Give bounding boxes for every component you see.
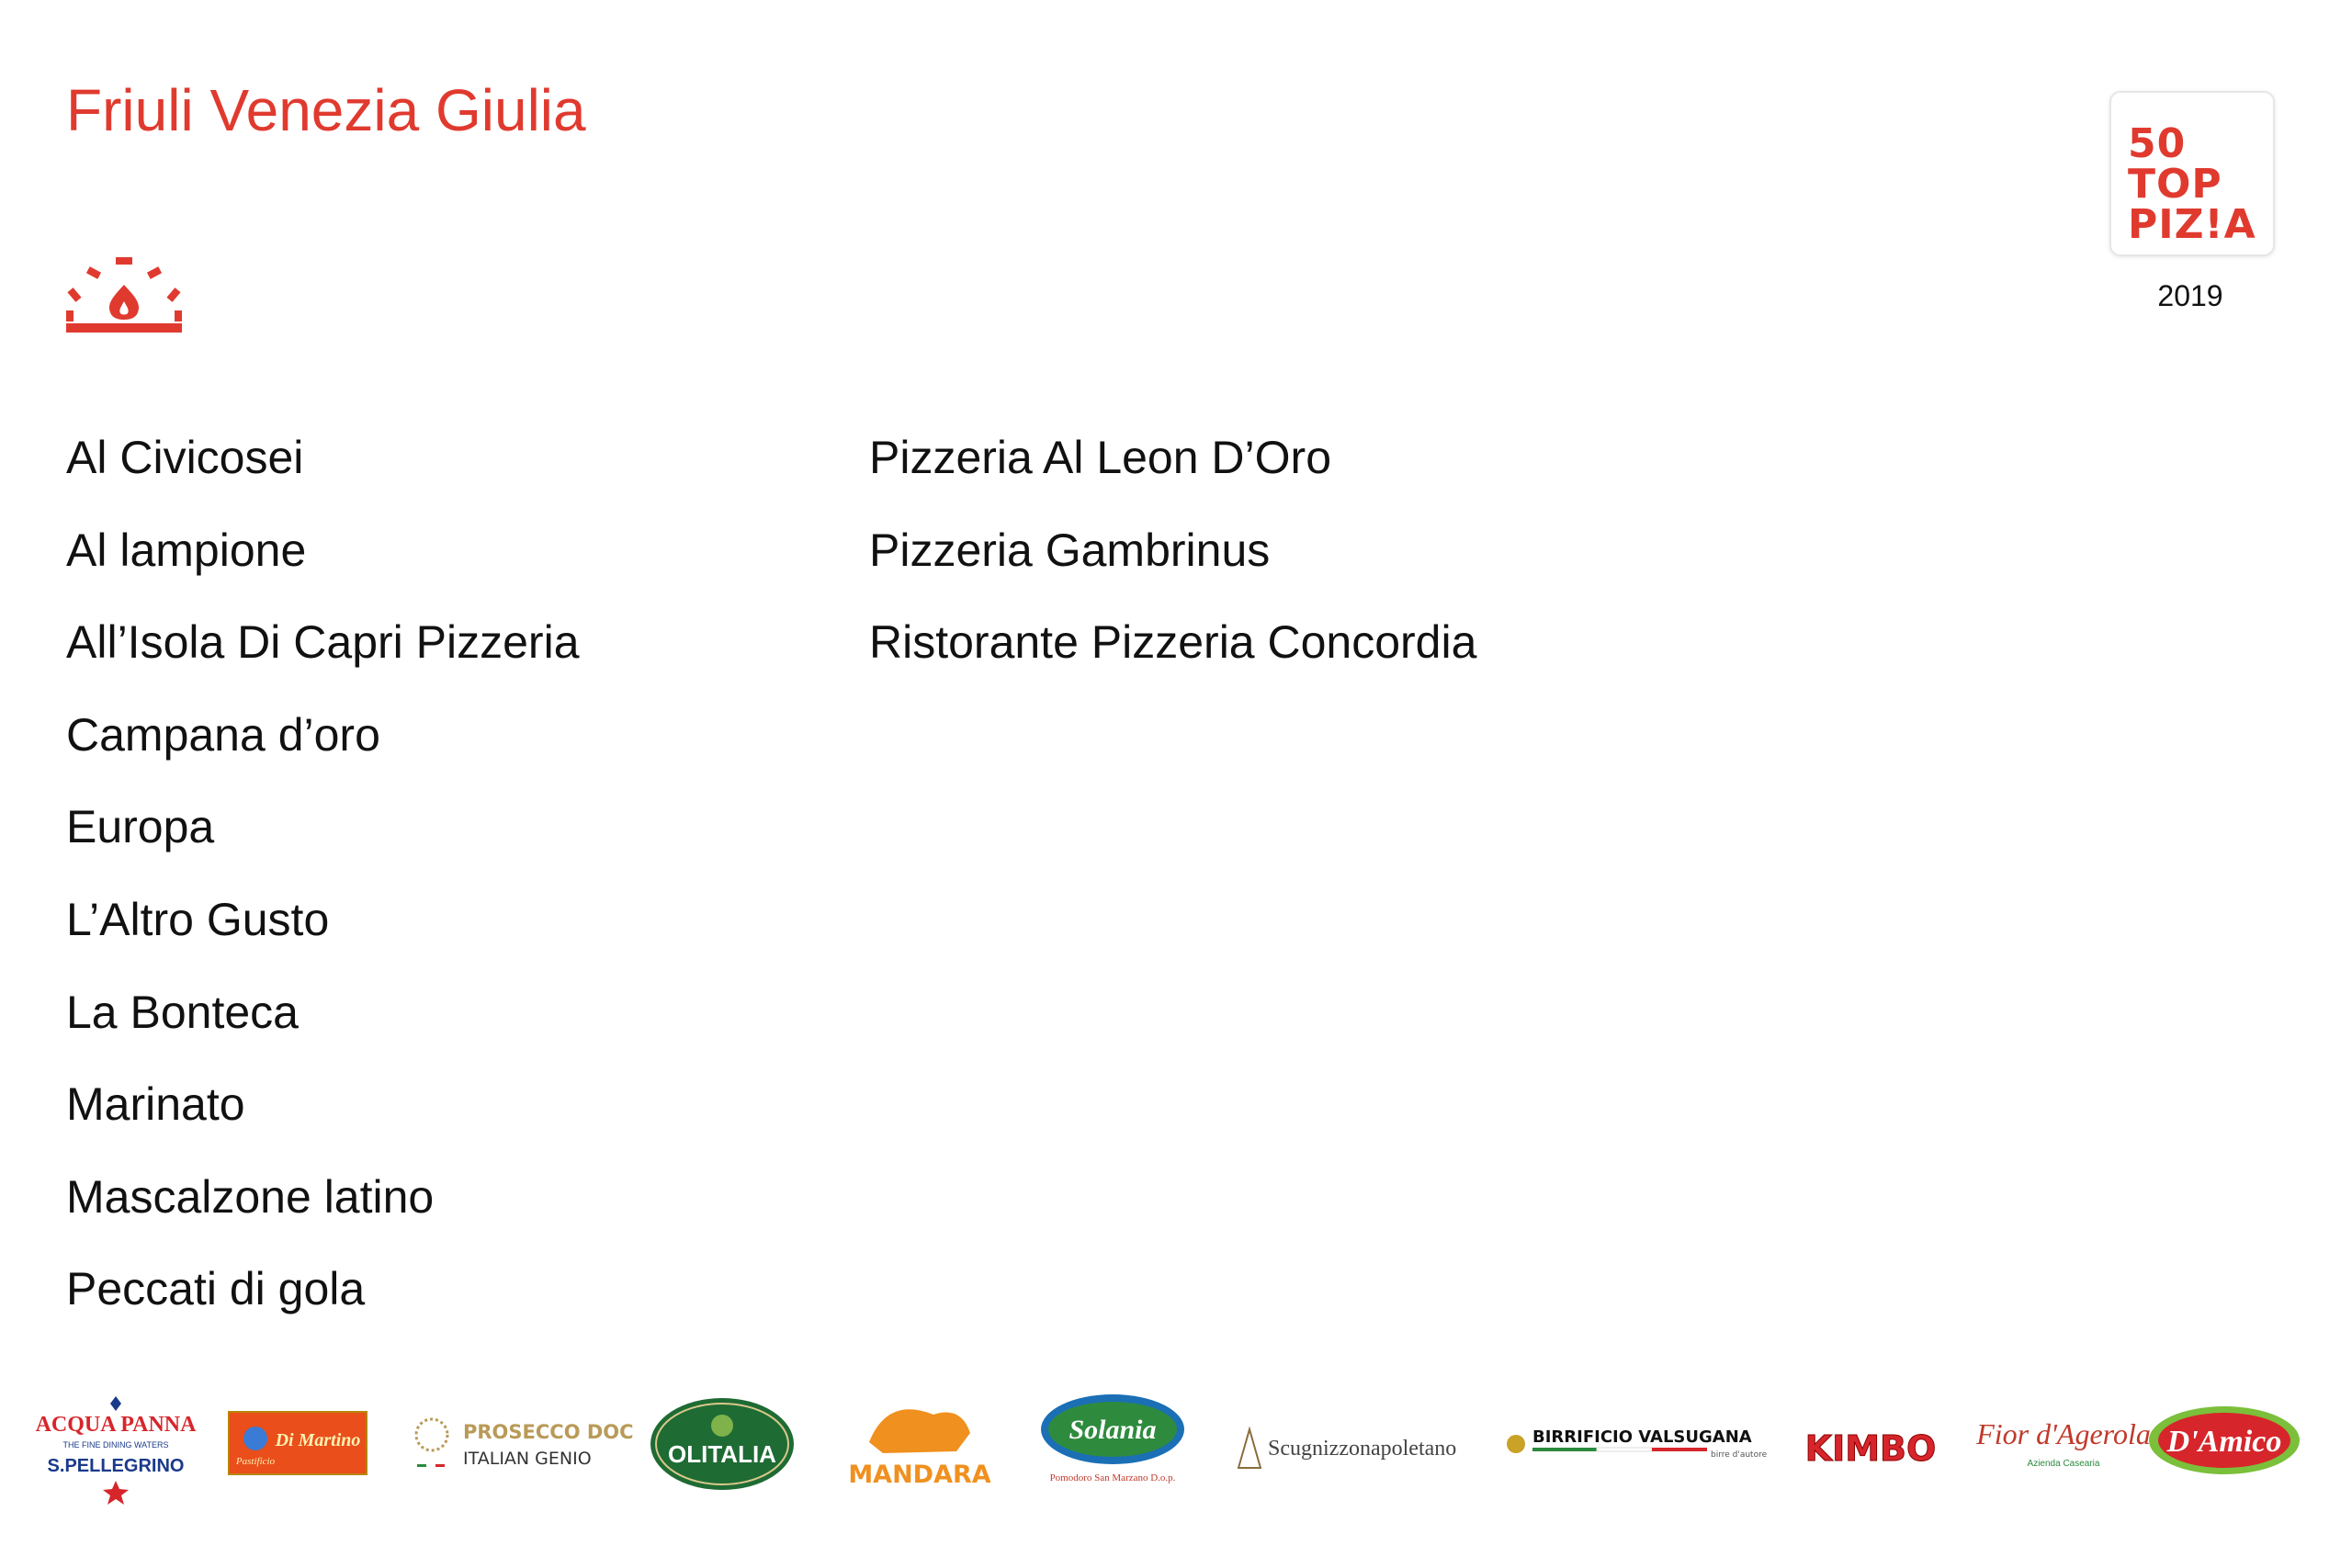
birrificio-valsugana-logo (1503, 1420, 1768, 1472)
solania-logo (1035, 1393, 1191, 1488)
olitalia-logo (649, 1396, 796, 1492)
pizzeria-list-column-1 (66, 434, 580, 1358)
sponsor-text: MANDARA (848, 1461, 991, 1489)
sponsor-text: OLITALIA (668, 1440, 776, 1468)
sponsor-text: Azienda Casearia (2027, 1459, 2100, 1469)
badge-line-2: TOP (2128, 161, 2222, 208)
pizzeria-name: Campana d’oro (66, 708, 380, 761)
sponsor-text: Pastificio (235, 1456, 276, 1467)
badge-year: 2019 (2157, 279, 2223, 312)
pizza-oven-icon (66, 257, 182, 336)
scugnizzonapoletano-logo (1227, 1422, 1521, 1473)
sponsor-text: Pomodoro San Marzano D.o.p. (1049, 1472, 1176, 1483)
mandara-logo (832, 1387, 1007, 1488)
pizzeria-name: Marinato (66, 1078, 245, 1131)
sponsor-text: BIRRIFICIO VALSUGANA (1532, 1427, 1752, 1447)
pizzeria-name: Pizzeria Gambrinus (869, 524, 1271, 576)
pizzeria-name: Ristorante Pizzeria Concordia (869, 616, 1477, 669)
sponsor-logos (37, 1369, 2315, 1506)
badge-line-3: PIZ!A (2128, 201, 2256, 248)
prosecco-doc-logo (412, 1415, 634, 1473)
d-amico-logo (2146, 1404, 2302, 1477)
acqua-panna-san-pellegrino-logo (35, 1391, 197, 1510)
sponsor-text: ITALIAN GENIO (463, 1449, 592, 1469)
sponsor-text: PROSECCO DOC (463, 1421, 634, 1443)
pizzeria-name: All’Isola Di Capri Pizzeria (66, 616, 580, 669)
page-title: Friuli Venezia Giulia (66, 77, 586, 143)
pizzeria-name: Peccati di gola (66, 1263, 366, 1315)
top-pizza-badge (2109, 91, 2275, 256)
sponsor-text: ACQUA PANNA (35, 1413, 197, 1437)
sponsor-text: Solania (1069, 1415, 1157, 1445)
sponsor-text: Fior d'Agerola (1976, 1417, 2151, 1450)
pizzeria-name: Mascalzone latino (66, 1170, 435, 1223)
sponsor-text: KIMBO (1804, 1428, 1937, 1469)
badge-line-1: 50 (2128, 120, 2187, 167)
sponsor-text: birre d'autore (1711, 1450, 1768, 1460)
pizzeria-name: La Bonteca (66, 986, 299, 1038)
pizzeria-name: L’Altro Gusto (66, 893, 330, 945)
pizzeria-name: Pizzeria Al Leon D’Oro (869, 432, 1332, 483)
sponsor-text: S.PELLEGRINO (47, 1456, 185, 1476)
sponsor-text: Di Martino (275, 1430, 361, 1450)
di-martino-logo (228, 1411, 368, 1475)
sponsor-text: THE FINE DINING WATERS (62, 1440, 169, 1450)
fior-d-agerola-logo (1976, 1405, 2151, 1479)
pizzeria-name: Europa (66, 801, 215, 853)
pizzeria-list-column-2 (869, 434, 1476, 711)
kimbo-logo (1788, 1422, 1953, 1473)
sponsor-text: Scugnizzonapoletano (1268, 1437, 1457, 1461)
pizzeria-name: Al Civicosei (66, 432, 304, 483)
sponsor-text: D'Amico (2166, 1425, 2282, 1459)
pizzeria-name: Al lampione (66, 524, 307, 576)
